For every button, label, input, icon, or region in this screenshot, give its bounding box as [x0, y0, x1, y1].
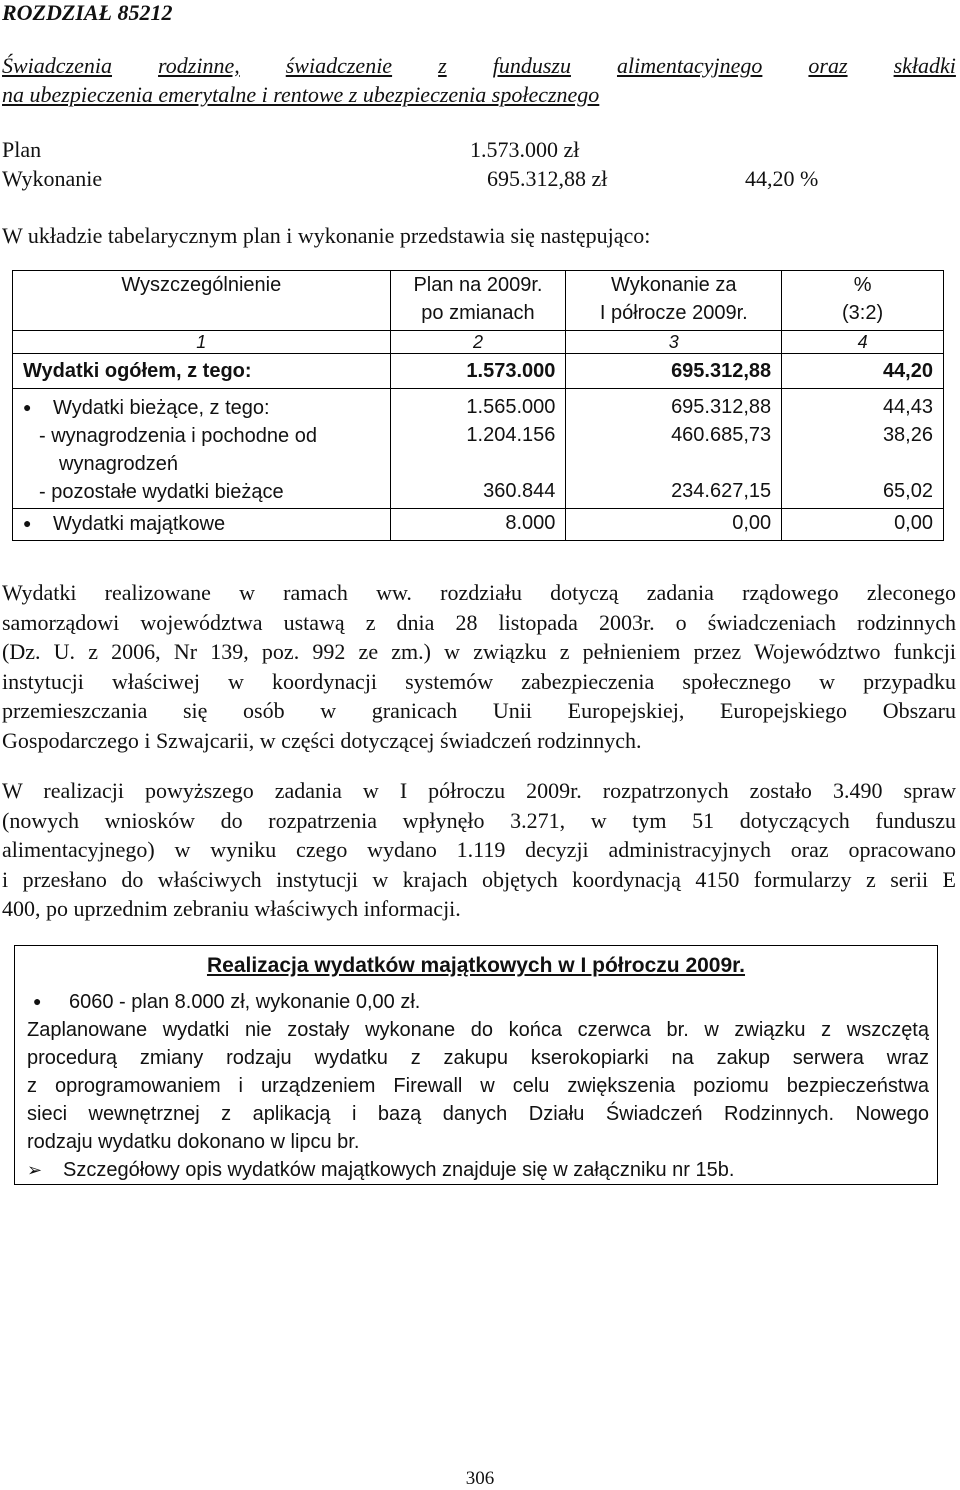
execution-label: Wykonanie — [2, 166, 103, 191]
column-number: 1 — [13, 331, 391, 354]
total-plan: 1.573.000 — [390, 354, 566, 389]
total-label: Wydatki ogółem, z tego: — [13, 354, 391, 389]
budget-table — [12, 270, 944, 541]
total-exec: 695.312,88 — [566, 354, 782, 389]
plan-value: 1.573.000 zł — [470, 137, 580, 162]
execution-value: 695.312,88 zł — [487, 166, 608, 191]
column-number: 3 — [566, 331, 782, 354]
header-plan: Plan na 2009r. po zmianach — [390, 271, 566, 331]
title-word: alimentacyjnego — [616, 53, 763, 78]
intro-text: W układzie tabelarycznym plan i wykonanie przedstawia się następująco: — [2, 223, 651, 248]
header-execution: Wykonanie za I półrocze 2009r. — [566, 271, 782, 331]
capital-pct: 0,00 — [782, 509, 944, 541]
capital-label: ● Wydatki majątkowe — [13, 509, 391, 541]
column-number: 4 — [782, 331, 944, 354]
box-title: Realizacja wydatków majątkowych w I półroczu 2009r. — [206, 954, 746, 977]
chapter-heading: ROZDZIAŁ 85212 — [2, 0, 173, 25]
table-row-current — [13, 389, 944, 509]
paragraph-1: Wydatki realizowane w ramach ww. rozdziału dotyczą zadania rządowego zleconego samorządowi województwa ustawą z dnia 28 listopada 2003r. o świadczeniach rodzinnych (Dz. U. z 2006, Nr 139, poz. 992 ze zm.) w związku z pełnieniem przez Województwo funkcji instytucji właściwej w koordynacji systemów zabezpieczenia społecznego w przypadku przemieszczania się osób w granicach Unii Europejskiej, Europejskiego Obszaru Gospodarczego i Szwajcarii, w części dotyczącej świadczeń rodzinnych. — [2, 580, 956, 753]
table-row-capital — [13, 509, 944, 541]
column-number: 2 — [390, 331, 566, 354]
box-item: ● 6060 - plan 8.000 zł, wykonanie 0,00 zł. — [27, 987, 929, 1016]
box-line: Zaplanowane wydatki nie zostały wykonane do końca czerwca br. w związku z wszczętą — [27, 1019, 929, 1041]
header-percent: % (3:2) — [782, 271, 944, 331]
arrow-bullet-icon: ➢ — [27, 1160, 43, 1180]
box-line: sieci wewnętrznej z aplikacją i bazą danych Działu Świadczeń Rodzinnych. Nowego — [27, 1103, 929, 1125]
title-word: rodzinne, — [158, 53, 240, 78]
execution-percent: 44,20 % — [745, 166, 819, 191]
paragraph-2: W realizacji powyższego zadania w I półroczu 2009r. rozpatrzonych zostało 3.490 spraw (nowych wniosków do rozpatrzenia wpłynęło 3.271, w tym 51 dotyczących funduszu alimentacyjnego) w wyniku czego wydano 1.119 decyzji administracyjnych oraz opracowano i przesłano do właściwych instytucji w krajach objętych koordynacją 4150 formularzy z serii E 400, po uprzednim zebraniu właściwych informacji. — [2, 778, 956, 921]
table-header-row — [13, 271, 944, 331]
box-line: rodzaju wydatku dokonano w lipcu br. — [27, 1131, 360, 1153]
page-number: 306 — [465, 1468, 495, 1489]
title-word: funduszu — [492, 53, 571, 78]
bullet-icon: ● — [23, 399, 32, 415]
section-title — [2, 51, 956, 109]
current-labels: ● Wydatki bieżące, z tego: - wynagrodzenia i pochodne od wynagrodzeń - pozostałe wydatki bieżące — [13, 389, 391, 509]
bullet-icon: ● — [23, 515, 32, 531]
title-word: Świadczenia — [2, 53, 112, 78]
bullet-icon: ● — [33, 993, 42, 1009]
header-description: Wyszczególnienie — [13, 271, 391, 331]
box-line: procedurą zmiany rodzaju wydatku z zakupu kserokopiarki na zakup serwera wraz — [27, 1047, 929, 1069]
capital-exec: 0,00 — [566, 509, 782, 541]
capital-plan: 8.000 — [390, 509, 566, 541]
table-row-total — [13, 354, 944, 389]
column-number-row — [13, 331, 944, 354]
box-line: z oprogramowaniem i urządzeniem Firewall w celu zwiększenia poziomu bezpieczeństwa — [27, 1075, 929, 1097]
current-pct-values: 44,43 38,26 65,02 — [782, 389, 944, 509]
total-pct: 44,20 — [782, 354, 944, 389]
section-title-line-1 — [2, 51, 956, 80]
box-note: ➢ Szczegółowy opis wydatków majątkowych znajduje się w załączniku nr 15b. — [27, 1156, 929, 1184]
current-plan-values: 1.565.000 1.204.156 360.844 — [390, 389, 566, 509]
current-exec-values: 695.312,88 460.685,73 234.627,15 — [566, 389, 782, 509]
plan-label: Plan — [2, 137, 42, 162]
title-word: świadczenie — [285, 53, 393, 78]
title-word: składki — [893, 53, 956, 78]
section-title-line-2: na ubezpieczenia emerytalne i rentowe z ubezpieczenia społecznego — [2, 82, 600, 107]
capital-expenditure-box — [14, 945, 938, 1185]
title-word: z — [438, 53, 447, 78]
title-word: oraz — [808, 53, 848, 78]
